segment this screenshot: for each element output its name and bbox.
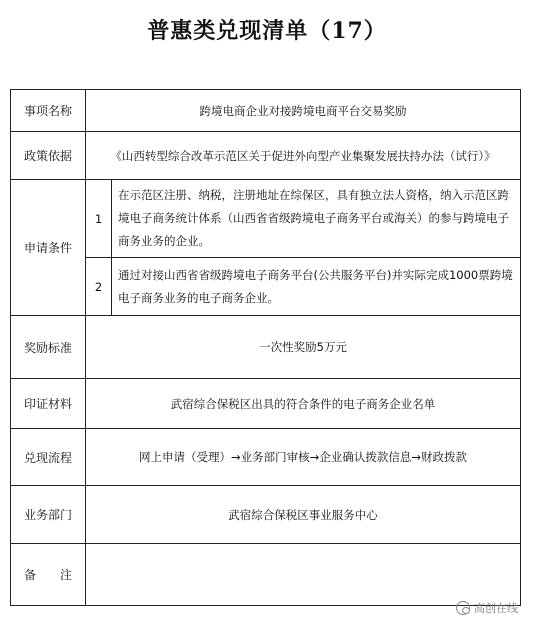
watermark: [456, 600, 518, 616]
condition-text: 通过对接山西省省级跨境电子商务平台(公共服务平台)并实际完成1000票跨境电子商务业务的电子商务企业。: [112, 258, 521, 316]
condition-number: 2: [86, 258, 112, 316]
row-remarks: [11, 544, 521, 606]
row-process: [11, 429, 521, 486]
process-label: 兑现流程: [11, 429, 86, 486]
reward-value: 一次性奖励5万元: [86, 316, 521, 379]
conditions-label: 申请条件: [11, 180, 86, 316]
row-condition-2: [11, 258, 521, 316]
row-department: [11, 486, 521, 544]
reward-label: 奖励标准: [11, 316, 86, 379]
row-policy-basis: [11, 132, 521, 180]
condition-number: 1: [86, 180, 112, 258]
row-item-name: [11, 90, 521, 132]
row-materials: [11, 379, 521, 429]
materials-value: 武宿综合保税区出具的符合条件的电子商务企业名单: [86, 379, 521, 429]
item-name-label: 事项名称: [11, 90, 86, 132]
materials-label: 印证材料: [11, 379, 86, 429]
policy-basis-label: 政策依据: [11, 132, 86, 180]
item-name-value: 跨境电商企业对接跨境电商平台交易奖励: [86, 90, 521, 132]
remarks-value: [86, 544, 521, 606]
row-reward: [11, 316, 521, 379]
wechat-icon: [456, 601, 470, 615]
remarks-label: 备 注: [11, 544, 86, 606]
page-title: 普惠类兑现清单（17）: [147, 18, 387, 44]
department-value: 武宿综合保税区事业服务中心: [86, 486, 521, 544]
redemption-table: [10, 89, 521, 606]
row-condition-1: [11, 180, 521, 258]
process-value: 网上申请（受理）→业务部门审核→企业确认拨款信息→财政拨款: [86, 429, 521, 486]
policy-basis-value: 《山西转型综合改革示范区关于促进外向型产业集聚发展扶持办法（试行）》: [86, 132, 521, 180]
department-label: 业务部门: [11, 486, 86, 544]
watermark-text: 高创在线: [474, 602, 518, 615]
condition-text: 在示范区注册、纳税，注册地址在综保区，具有独立法人资格，纳入示范区跨境电子商务统计体系（山西省省级跨境电子商务平台或海关）的参与跨境电子商务业务的企业。: [112, 180, 521, 258]
